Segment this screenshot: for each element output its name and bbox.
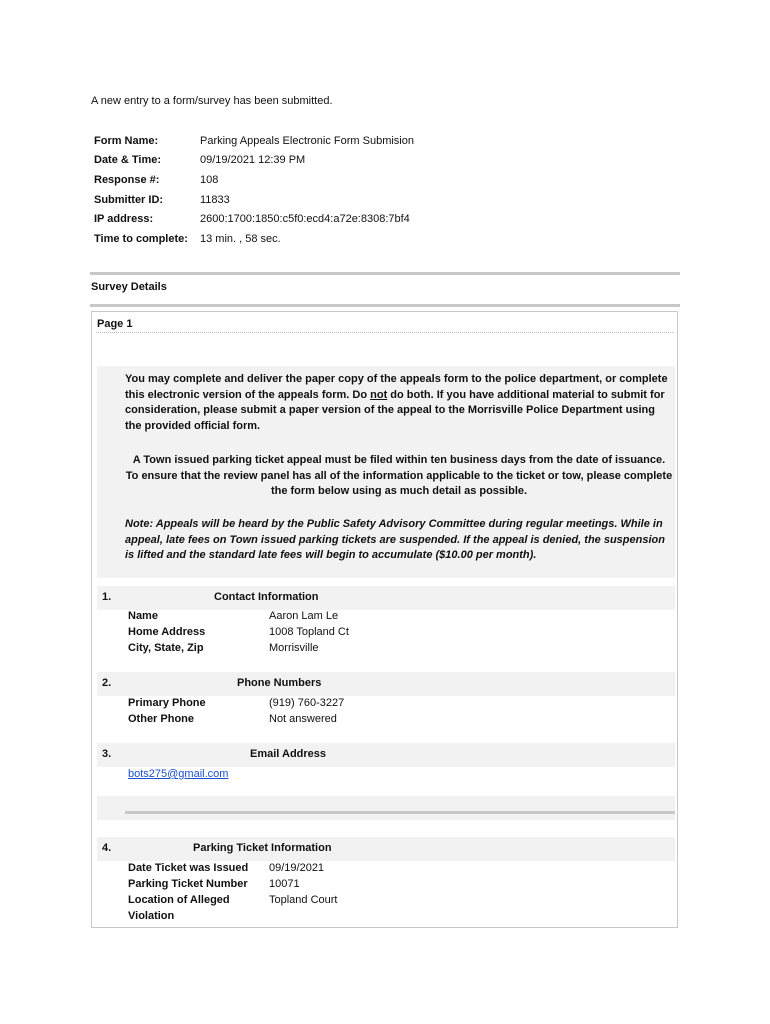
field-row: [128, 608, 349, 624]
submission-meta: [94, 131, 414, 249]
meta-label: Time to complete:: [94, 232, 188, 245]
field-label: Home Address: [128, 626, 206, 638]
section-title: Parking Ticket Information: [193, 842, 332, 854]
field-value: 1008 Topland Ct: [269, 626, 349, 638]
section-header-email: [97, 743, 675, 767]
phone-fields: [128, 695, 344, 727]
meta-row-date-time: [94, 151, 414, 171]
survey-panel: [91, 311, 678, 928]
field-value: Not answered: [269, 713, 337, 725]
instructions-paragraph-1: You may complete and deliver the paper copy of the appeals form to the police department, or complete this electronic version of the appeals form. Do not do both. If you have additional material to submit for consideration, please submit a paper version of the appeal to the Morrisville Police Department using the provided official form.: [125, 373, 668, 432]
field-label: City, State, Zip: [128, 642, 204, 654]
meta-value: 13 min. , 58 sec.: [200, 232, 281, 245]
field-row: [128, 892, 338, 908]
meta-value: 09/19/2021 12:39 PM: [200, 154, 306, 167]
section-number: 4.: [102, 842, 112, 854]
field-label: Location of Alleged: [128, 894, 230, 906]
field-value: Topland Court: [269, 894, 338, 906]
instructions-note: Note: Appeals will be heard by the Public Safety Advisory Committee during regular meetings. While in appeal, late fees on Town issued parking tickets are suspended. If the appeal is denied, the suspension is lifted and the standard late fees will begin to accumulate ($10.00 per month).: [125, 518, 665, 562]
field-label: Primary Phone: [128, 697, 206, 709]
field-label: Violation: [128, 910, 175, 922]
email-link[interactable]: bots275@gmail.com: [128, 768, 229, 780]
field-value: 09/19/2021: [269, 862, 325, 874]
section-number: 2.: [102, 677, 112, 689]
instructions-box: [97, 366, 675, 578]
separator-line: [125, 811, 675, 814]
meta-label: Submitter ID:: [94, 193, 164, 206]
meta-row-ip-address: [94, 209, 414, 229]
divider: [90, 304, 680, 307]
separator-bar: [97, 796, 675, 820]
section-header-contact: [97, 586, 675, 610]
section-title: Email Address: [250, 748, 327, 760]
contact-fields: [128, 608, 349, 656]
page-label: Page 1: [97, 318, 133, 330]
field-row: [128, 908, 338, 924]
section-title: Phone Numbers: [237, 677, 322, 689]
field-label: Parking Ticket Number: [128, 878, 248, 890]
intro-text: A new entry to a form/survey has been submitted.: [91, 95, 333, 107]
field-row: [128, 695, 344, 711]
meta-label: Response #:: [94, 173, 160, 186]
divider: [90, 272, 680, 275]
page-divider: [96, 332, 673, 333]
field-label: Other Phone: [128, 713, 195, 725]
field-row: [128, 624, 349, 640]
meta-row-submitter-id: [94, 190, 414, 210]
section-header-phone: [97, 672, 675, 696]
section-number: 1.: [102, 591, 112, 603]
field-row: [128, 711, 344, 727]
field-label: Name: [128, 610, 158, 622]
meta-value: 11833: [200, 193, 230, 206]
meta-label: Form Name:: [94, 134, 159, 147]
field-row: [128, 876, 338, 892]
meta-value: Parking Appeals Electronic Form Submision: [200, 134, 414, 147]
field-value: 10071: [269, 878, 300, 890]
ticket-fields: [128, 860, 338, 924]
section-header-ticket: [97, 837, 675, 861]
meta-value: 2600:1700:1850:c5f0:ecd4:a72e:8308:7bf4: [200, 213, 410, 226]
meta-row-form-name: [94, 131, 414, 151]
field-value: (919) 760-3227: [269, 697, 345, 709]
field-row: [128, 640, 349, 656]
meta-label: IP address:: [94, 213, 154, 226]
field-value: Morrisville: [269, 642, 319, 654]
meta-row-response: [94, 170, 414, 190]
field-row: [128, 860, 338, 876]
meta-row-time-to-complete: [94, 229, 414, 249]
instructions-paragraph-2: A Town issued parking ticket appeal must be filed within ten business days from the date of issuance. To ensure that the review panel has all of the information applicable to the ticket or tow, please complete the form below using as much detail as possible.: [125, 454, 673, 498]
field-label: Date Ticket was Issued: [128, 862, 249, 874]
field-value: Aaron Lam Le: [269, 610, 339, 622]
meta-value: 108: [200, 173, 219, 186]
section-number: 3.: [102, 748, 112, 760]
survey-details-heading: Survey Details: [91, 281, 167, 293]
meta-label: Date & Time:: [94, 154, 162, 167]
section-title: Contact Information: [214, 591, 319, 603]
